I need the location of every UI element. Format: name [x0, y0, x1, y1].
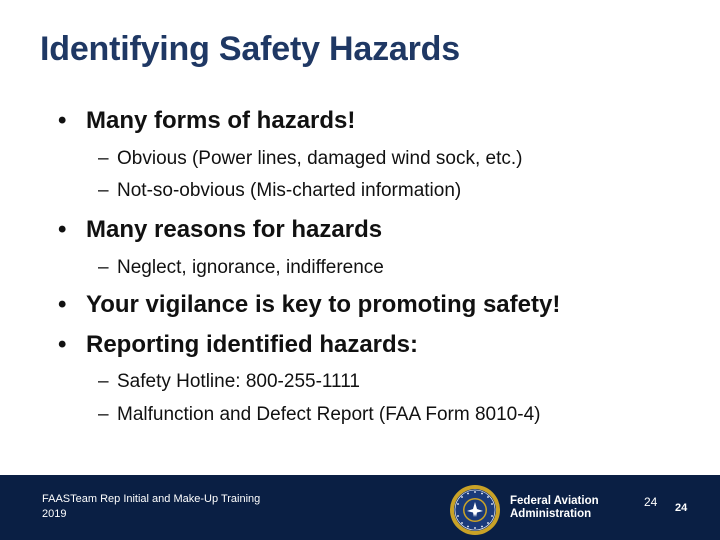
dash-marker: –	[98, 148, 109, 169]
sub-bullet-item	[98, 404, 540, 426]
sub-bullet-item	[98, 180, 461, 202]
dash-marker: –	[98, 257, 109, 278]
agency-name-line1: Federal Aviation	[510, 495, 599, 507]
footer-course-info	[42, 492, 260, 522]
sub-bullet-text: Malfunction and Defect Report (FAA Form 8010-4)	[117, 404, 541, 425]
bullet-item	[58, 331, 418, 359]
bullet-text: Many forms of hazards!	[86, 107, 356, 134]
bullet-marker: •	[58, 331, 67, 358]
footer-course-title: FAASTeam Rep Initial and Make-Up Training	[42, 493, 261, 505]
slide-title: Identifying Safety Hazards	[40, 30, 460, 68]
page-number: 24	[644, 495, 658, 509]
sub-bullet-item	[98, 371, 360, 393]
sub-bullet-text: Obvious (Power lines, damaged wind sock, etc.)	[117, 148, 523, 169]
footer-bar	[0, 475, 720, 540]
sub-bullet-text: Not-so-obvious (Mis-charted information)	[117, 180, 462, 201]
bullet-text: Reporting identified hazards:	[86, 331, 419, 358]
bullet-text: Your vigilance is key to promoting safety!	[86, 291, 561, 318]
sub-bullet-text: Neglect, ignorance, indifference	[117, 257, 384, 278]
bullet-text: Many reasons for hazards	[86, 216, 383, 243]
dash-marker: –	[98, 180, 109, 201]
bullet-marker: •	[58, 107, 67, 134]
faa-seal-icon	[449, 484, 501, 536]
bullet-marker: •	[58, 216, 67, 243]
bullet-item	[58, 291, 560, 319]
page-number-secondary: 24	[675, 502, 688, 514]
agency-name	[510, 495, 599, 521]
bullet-item	[58, 216, 382, 244]
agency-name-line2: Administration	[510, 508, 592, 520]
bullet-marker: •	[58, 291, 67, 318]
dash-marker: –	[98, 404, 109, 425]
bullet-item	[58, 107, 355, 135]
sub-bullet-item	[98, 257, 384, 279]
sub-bullet-item	[98, 148, 523, 170]
footer-year: 2019	[42, 508, 67, 520]
dash-marker: –	[98, 371, 109, 392]
sub-bullet-text: Safety Hotline: 800-255-1111	[117, 371, 360, 392]
